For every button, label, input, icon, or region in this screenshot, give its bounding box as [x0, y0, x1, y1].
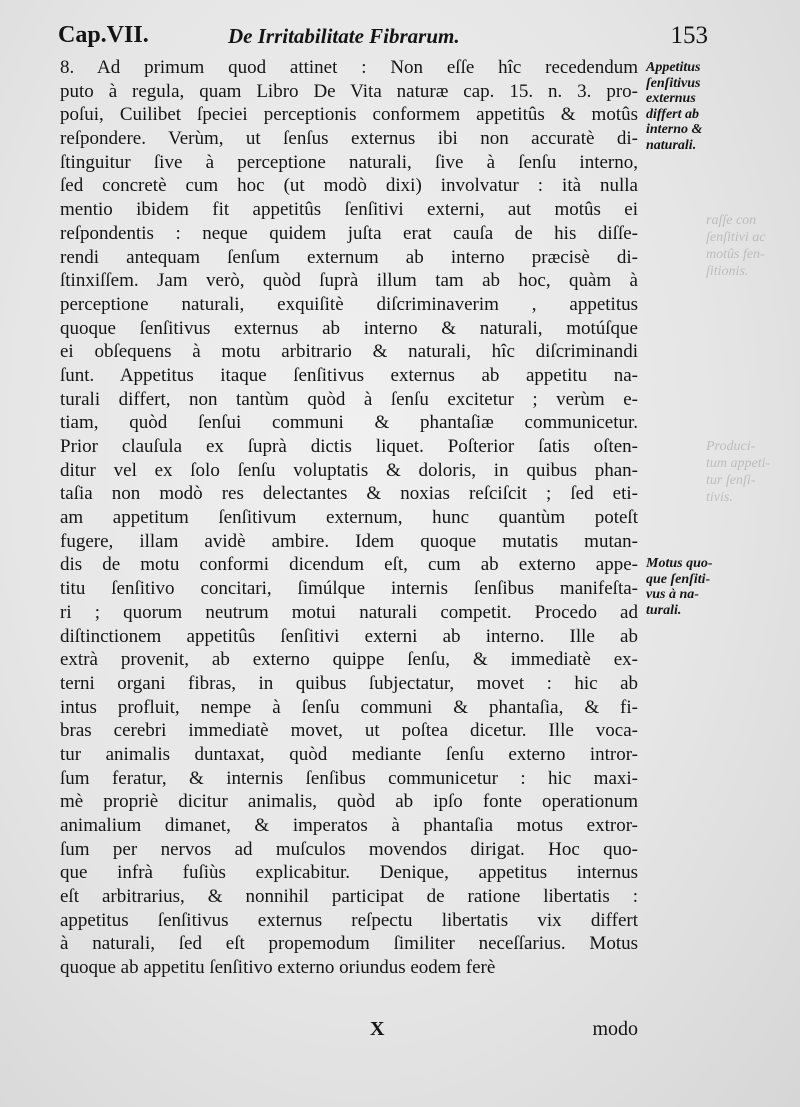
text-line: ſunt. Appetitus itaque ſenſitivus externus ab appetitu na- — [60, 364, 638, 386]
marginal-line: differt ab — [646, 106, 700, 122]
text-line: ſtinguitur ſive à perceptione naturali, ſive à ſenſu interno, — [60, 151, 638, 173]
marginal-note-2 — [646, 556, 796, 618]
text-line: poſui, Cuilibet ſpeciei perceptionis conformem appetitûs & motûs — [60, 104, 638, 126]
text-line: intus profluit, nempe à ſenſu communi & phantaſia, & fi- — [60, 696, 638, 718]
signature-mark: X — [370, 1018, 385, 1040]
body-text — [60, 56, 638, 980]
marginal-line: vus à na- — [646, 587, 699, 602]
marginal-line: Appetitus — [646, 60, 701, 75]
bleed-line: motûs fen- — [706, 247, 765, 262]
bleed-line: ſitionis. — [706, 264, 749, 279]
marginal-line: Motus quo- — [646, 556, 713, 571]
marginal-line: externus — [646, 91, 696, 106]
text-line: reſpondentis : neque quidem juſta erat cauſa de his diſſe- — [60, 222, 638, 244]
marginal-line: naturali. — [646, 137, 697, 153]
text-line: 8. Ad primum quod attinet : Non eſſe hîc recedendum — [60, 57, 638, 78]
text-line: ſed concretè cum hoc (ut modò dixi) involvatur : ità nulla — [60, 175, 638, 197]
marginal-line: turali. — [646, 602, 682, 618]
text-line: turali differt, non tantùm quòd à ſenſu excitetur ; verùm e- — [60, 388, 638, 410]
marginal-line: ſenſitivus — [646, 75, 701, 91]
text-line: appetitus ſenſitivus externus reſpectu libertatis vix differt — [60, 909, 638, 931]
text-line: eſt arbitrarius, & nonnihil participat de ratione libertatis : — [60, 886, 638, 908]
text-line: quoque ab appetitu ſenſitivo externo oriundus eodem ferè — [60, 957, 496, 979]
page-footer — [60, 1018, 638, 1048]
catchword: modo — [592, 1018, 638, 1040]
text-line: fugere, illam avidè ambire. Idem quoque mutatis mutan- — [60, 530, 638, 552]
text-line: titu ſenſitivo concitari, ſimúlque internis ſenſibus manifeſta- — [60, 578, 638, 600]
text-line: puto à regula, quam Libro De Vita naturæ cap. 15. n. 3. pro- — [60, 80, 638, 102]
text-line: Prior clauſula ex ſuprà dictis liquet. Poſterior ſatis oſten- — [60, 436, 638, 457]
text-line: tur animalis duntaxat, quòd mediante ſenſu externo intror- — [60, 743, 638, 765]
page-number: 153 — [670, 22, 708, 49]
text-line: taſia non modò res delectantes & noxias reſciſcit ; ſed eti- — [60, 483, 638, 505]
text-line: ditur vel ex ſolo ſenſu voluptatis & doloris, in quibus phan- — [60, 459, 638, 481]
text-line: ſum feratur, & internis ſenſibus communicetur : hic maxi- — [60, 767, 638, 789]
text-line: extrà provenit, ab externo quippe ſenſu, & immediatè ex- — [60, 649, 638, 671]
text-line: terni organi fibras, in quibus ſubjectatur, movet : hic ab — [60, 672, 638, 694]
text-line: quoque ſenſitivus externus ab interno & naturali, motúſque — [60, 317, 638, 339]
marginal-line: interno & — [646, 122, 703, 137]
text-line: ſum per nervos ad muſculos movendos dirigat. Hoc quo- — [60, 838, 638, 860]
text-line: reſpondere. Verùm, ut ſenſus externus ibi non accuratè di- — [60, 128, 638, 150]
text-line: dis de motu conformi dicendum eſt, cum ab externo appe- — [60, 554, 638, 576]
bleed-line: tur ſenſi- — [706, 473, 756, 488]
text-line: ei obſequens à motu arbitrario & naturali, hîc diſcriminandi — [60, 341, 638, 363]
text-line: perceptione naturali, exquiſitè diſcriminaverim , appetitus — [60, 293, 638, 315]
text-line: ri ; quorum neutrum motui naturali competit. Procedo ad — [60, 601, 638, 623]
bleed-line: tivis. — [706, 490, 733, 505]
running-title: De Irritabilitate Fibrarum. — [228, 24, 460, 48]
text-line: bras cerebri immediatè movet, ut poſtea dicetur. Ille voca- — [60, 720, 638, 742]
text-line: mè propriè dicitur animalis, quòd ab ipſo fonte operationum — [60, 791, 638, 813]
text-line: animalium dimanet, & imperatos à phantaſia motus extror- — [60, 815, 638, 836]
marginal-line: que ſenſiti- — [646, 571, 711, 587]
page-header — [58, 22, 708, 56]
text-line: ſtinxiſſem. Jam verò, quòd ſuprà illum tam ab hoc, quàm à — [60, 270, 638, 292]
text-line: mentio ibidem fit appetitûs ſenſitivi externi, aut motûs ei — [60, 199, 638, 221]
text-line: diſtinctionem appetitûs ſenſitivi externi ab interno. Ille ab — [60, 625, 638, 647]
marginal-note-1 — [646, 60, 796, 153]
text-line: tiam, quòd ſenſui communi & phantaſiæ communicetur. — [60, 412, 638, 434]
bleed-line: raſſe con — [706, 213, 757, 228]
bleed-line: ſenſitivi ac — [706, 230, 766, 245]
bleed-line: Produci- — [706, 439, 756, 454]
chapter-label: Cap.VII. — [58, 22, 149, 48]
bleed-line: tum appeti- — [706, 456, 771, 471]
text-line: que infrà fuſiùs explicabitur. Denique, appetitus internus — [60, 862, 638, 884]
bleed-through-text-2 — [706, 438, 796, 506]
text-line: rendi antequam ſenſum externum ab interno præcisè di- — [60, 246, 638, 268]
text-line: am appetitum ſenſitivum externum, hunc quantùm poteſt — [60, 507, 638, 529]
bleed-through-text-1 — [706, 212, 796, 280]
text-line: à naturali, ſed eſt propemodum ſimiliter neceſſarius. Motus — [60, 933, 638, 955]
